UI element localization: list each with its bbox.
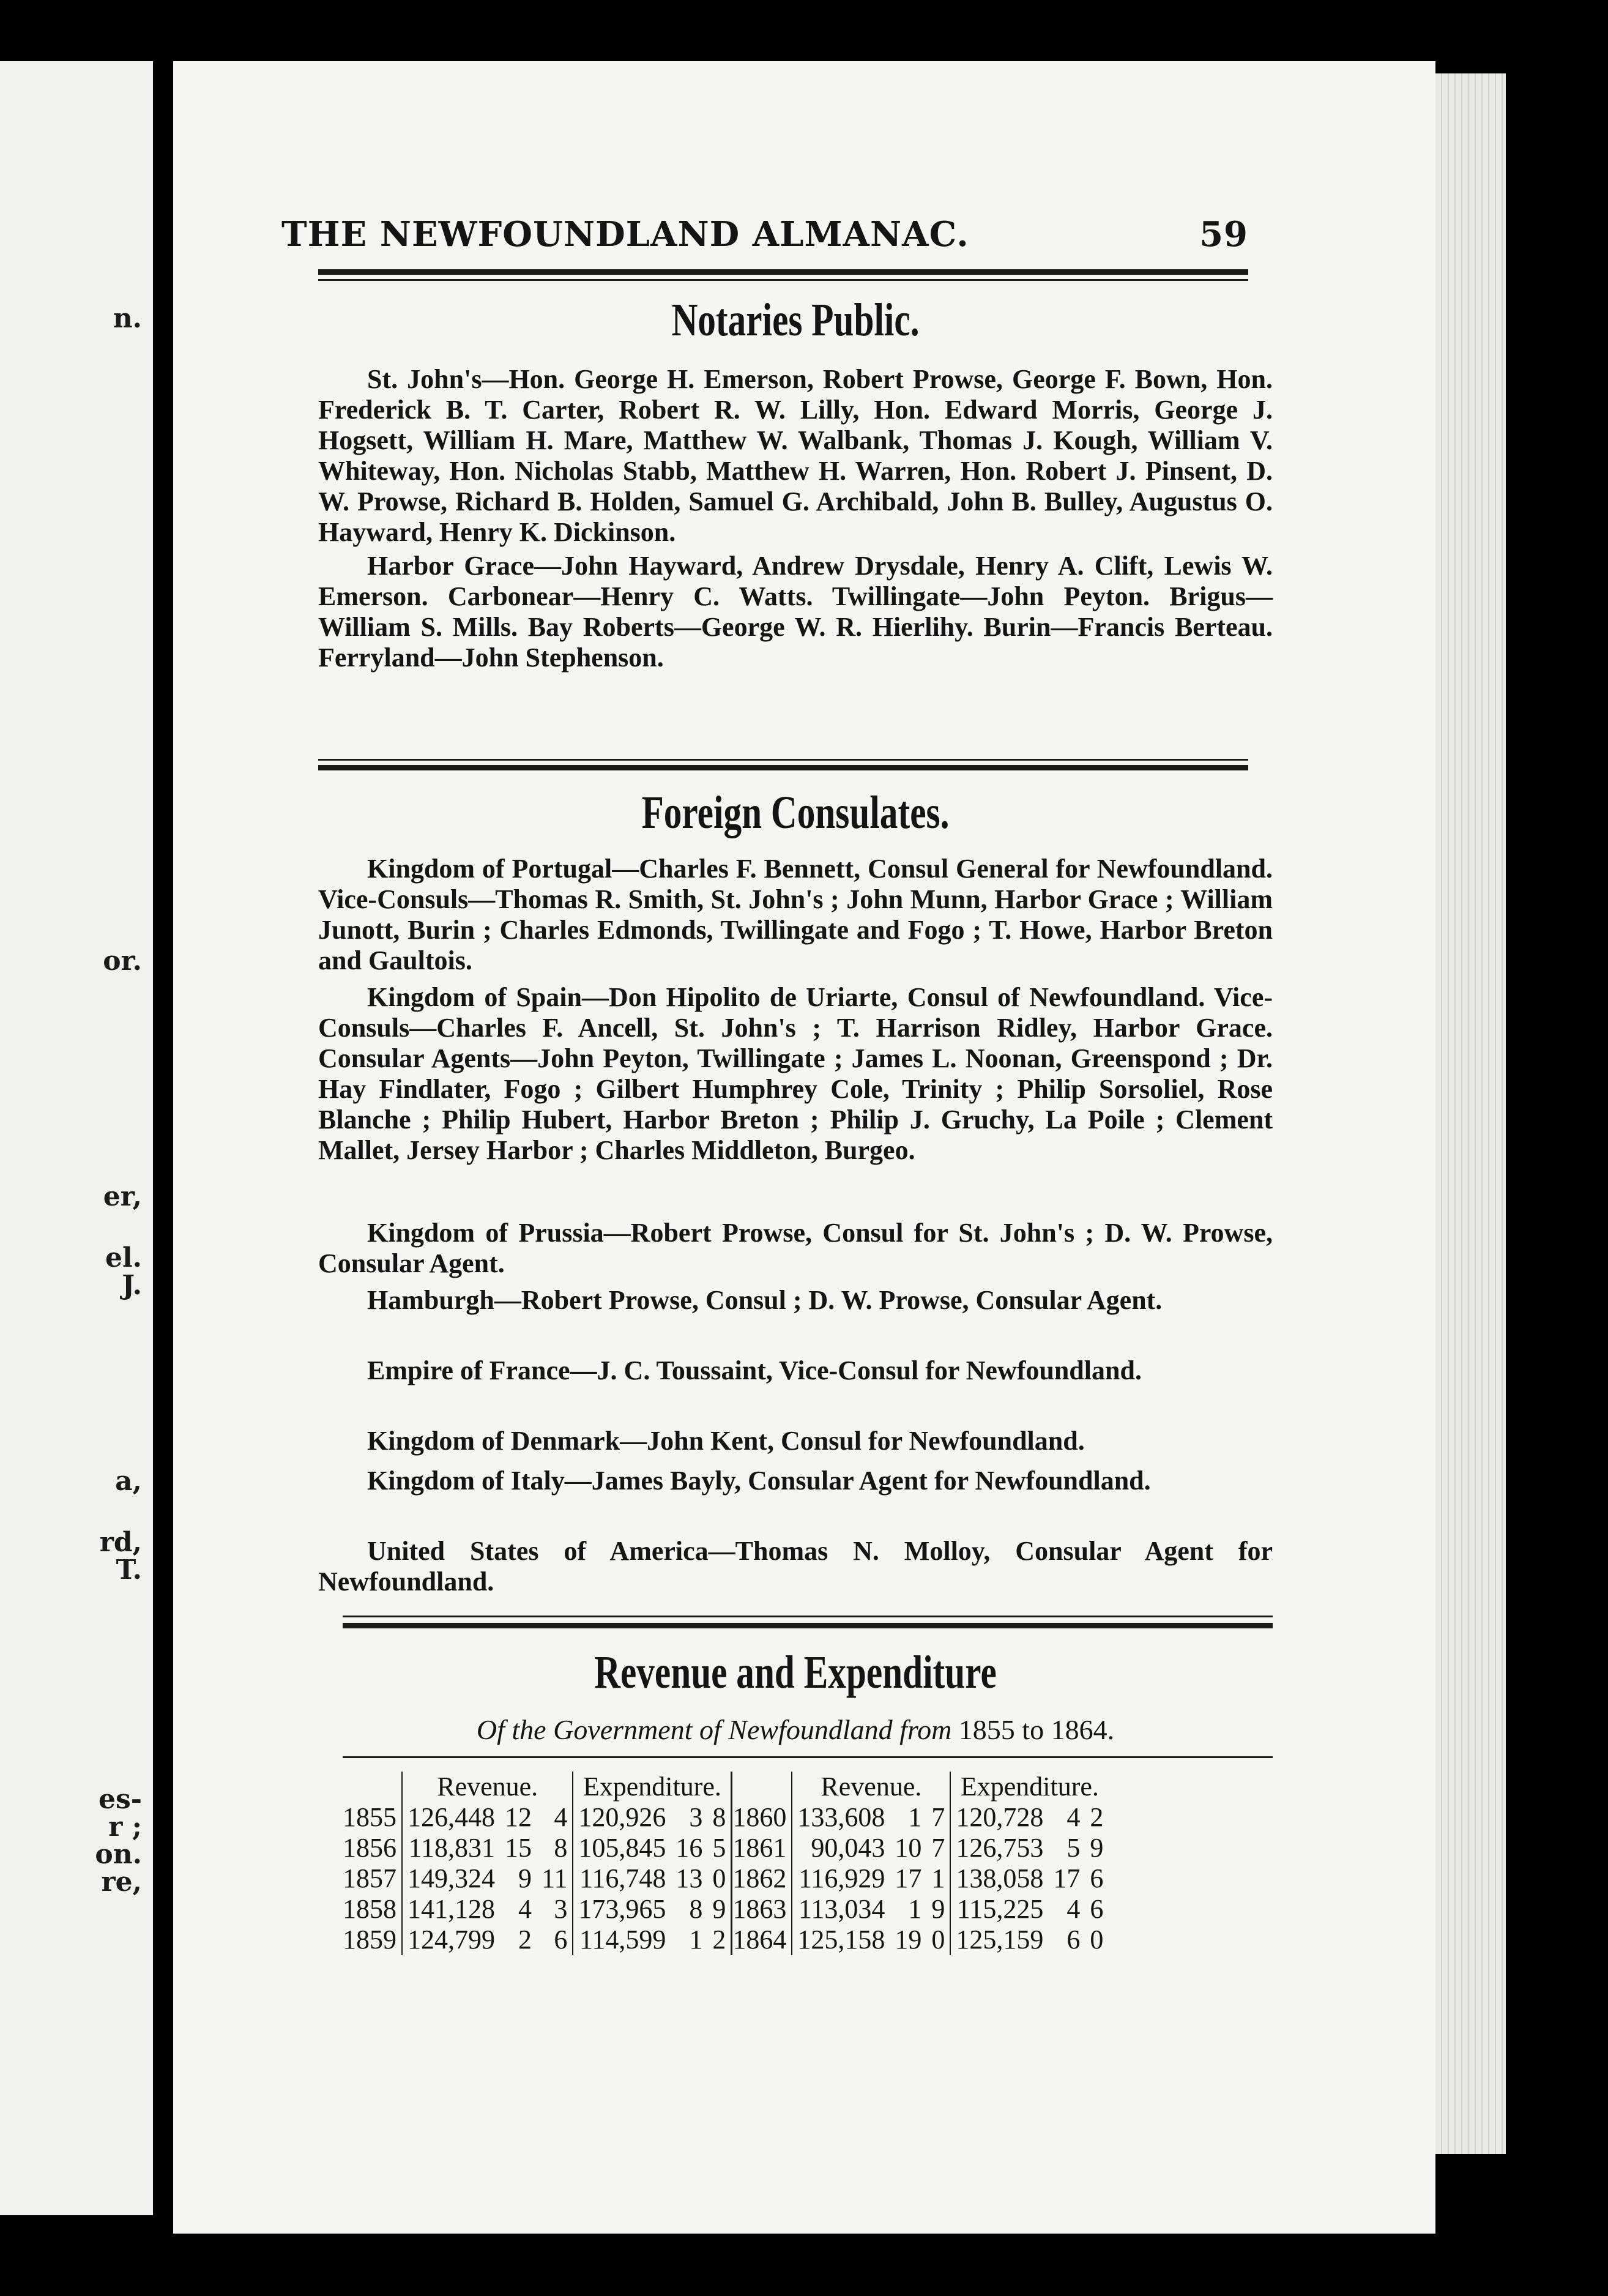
year-cell: 1861 xyxy=(732,1833,792,1863)
left-facing-page xyxy=(0,61,153,2215)
es-cell: 4 xyxy=(1066,1894,1081,1924)
table-row xyxy=(343,1863,1108,1894)
exp-cell: 126,753 xyxy=(950,1833,1048,1863)
exp-cell: 120,728 xyxy=(950,1802,1048,1833)
left-page-fragment: a, xyxy=(115,1466,142,1497)
consulate-france: Empire of France—J. C. Toussaint, Vice-Consul for Newfoundland. xyxy=(367,1355,1142,1385)
left-page-fragment: n. xyxy=(113,303,142,334)
rd-cell: 9 xyxy=(931,1894,945,1924)
col-revenue-right: Revenue. xyxy=(792,1772,950,1802)
header-rule-thin xyxy=(318,279,1248,281)
rs-cell: 4 xyxy=(518,1894,532,1924)
rev-cell: 113,034 xyxy=(792,1894,890,1925)
notaries-title: Notaries Public. xyxy=(671,294,920,346)
year-cell: 1862 xyxy=(732,1863,792,1894)
rd-cell: 11 xyxy=(542,1863,568,1893)
consulate-spain: Kingdom of Spain—Don Hipolito de Uriarte, Consul of Newfoundland. Vice-Consuls—Charles F. Ancell, St. John's ; T. Harrison Ridley, Harbor Grace. Consular Agents—John Peyton, Twillingate ; James L. Noonan, Greenspond ; Dr. Hay Findlater, Fogo ; Gilbert Humphrey Cole, Trinity ; Philip Sorsoliel, Rose Blanche ; Philip Hubert, Harbor Breton ; Philip J. Gruchy, La Poile ; Clement Mallet, Jersey Harbor ; Charles Middleton, Burgeo. xyxy=(318,982,1273,1165)
ed-cell: 9 xyxy=(1090,1833,1104,1863)
rd-cell: 0 xyxy=(931,1925,945,1955)
col-revenue-left: Revenue. xyxy=(402,1772,573,1802)
es-cell: 1 xyxy=(689,1925,703,1955)
ed-cell: 9 xyxy=(712,1894,726,1924)
consulate-usa: United States of America—Thomas N. Molloy, Consular Agent for Newfoundland. xyxy=(318,1536,1273,1597)
running-head-title: THE NEWFOUNDLAND ALMANAC. xyxy=(281,214,969,255)
ed-cell: 5 xyxy=(712,1833,726,1863)
rd-cell: 7 xyxy=(931,1802,945,1832)
table-row xyxy=(343,1894,1108,1925)
year-cell: 1858 xyxy=(343,1894,396,1924)
year-cell: 1857 xyxy=(343,1863,396,1893)
year-cell: 1859 xyxy=(343,1925,396,1955)
ed-cell: 0 xyxy=(712,1863,726,1893)
ed-cell: 6 xyxy=(1090,1894,1104,1924)
revenue-subtitle xyxy=(318,1713,1273,1746)
rev-cell: 149,324 xyxy=(402,1863,500,1894)
left-page-fragment: er, xyxy=(103,1181,142,1212)
notaries-rule-thin xyxy=(318,759,1248,761)
es-cell: 13 xyxy=(676,1863,703,1893)
consulate-denmark: Kingdom of Denmark—John Kent, Consul for Newfoundland. xyxy=(367,1426,1085,1456)
left-page-fragment: re, xyxy=(101,1866,142,1898)
rev-cell: 116,929 xyxy=(792,1863,890,1894)
exp-cell: 173,965 xyxy=(573,1894,671,1925)
rd-cell: 1 xyxy=(931,1863,945,1893)
rd-cell: 3 xyxy=(554,1894,568,1924)
header-rule xyxy=(318,269,1248,275)
es-cell: 6 xyxy=(1066,1925,1081,1955)
rs-cell: 1 xyxy=(908,1894,922,1924)
rs-cell: 12 xyxy=(505,1802,532,1832)
left-page-fragment: J. xyxy=(122,1270,142,1301)
consulate-hamburgh: Hamburgh—Robert Prowse, Consul ; D. W. Prowse, Consular Agent. xyxy=(367,1285,1163,1315)
left-page-fragment: es- xyxy=(98,1784,142,1815)
ed-cell: 0 xyxy=(1090,1925,1104,1955)
ed-cell: 6 xyxy=(1090,1863,1104,1893)
year-cell: 1864 xyxy=(732,1925,792,1955)
rd-cell: 8 xyxy=(554,1833,568,1863)
es-cell: 16 xyxy=(676,1833,703,1863)
revenue-rule xyxy=(343,1756,1273,1758)
exp-cell: 115,225 xyxy=(950,1894,1048,1925)
revenue-subtitle-years: 1855 to 1864. xyxy=(958,1714,1115,1745)
rev-cell: 124,799 xyxy=(402,1925,500,1955)
table-row xyxy=(343,1925,1108,1955)
ed-cell: 2 xyxy=(1090,1802,1104,1832)
rev-cell: 133,608 xyxy=(792,1802,890,1833)
year-cell: 1860 xyxy=(732,1802,792,1833)
table-row xyxy=(343,1802,1108,1833)
rs-cell: 19 xyxy=(895,1925,922,1955)
revenue-table xyxy=(343,1772,1108,1955)
left-page-fragment: or. xyxy=(103,945,142,977)
ed-cell: 2 xyxy=(712,1925,726,1955)
es-cell: 5 xyxy=(1066,1833,1081,1863)
exp-cell: 125,159 xyxy=(950,1925,1048,1955)
rs-cell: 2 xyxy=(518,1925,532,1955)
exp-cell: 114,599 xyxy=(573,1925,671,1955)
col-expenditure-left: Expenditure. xyxy=(573,1772,732,1802)
rs-cell: 17 xyxy=(895,1863,922,1893)
left-page-fragment: on. xyxy=(95,1839,142,1870)
col-expenditure-right: Expenditure. xyxy=(950,1772,1108,1802)
es-cell: 4 xyxy=(1066,1802,1081,1832)
rs-cell: 9 xyxy=(518,1863,532,1893)
left-page-fragment: rd, xyxy=(99,1527,142,1558)
rev-cell: 125,158 xyxy=(792,1925,890,1955)
consulate-italy: Kingdom of Italy—James Bayly, Consular Agent for Newfoundland. xyxy=(367,1466,1151,1496)
table-row xyxy=(343,1833,1108,1863)
page-edges xyxy=(1435,73,1506,2154)
exp-cell: 120,926 xyxy=(573,1802,671,1833)
rd-cell: 7 xyxy=(931,1833,945,1863)
consulates-title: Foreign Consulates. xyxy=(641,787,950,838)
rs-cell: 15 xyxy=(505,1833,532,1863)
consulates-rule-thin xyxy=(343,1616,1273,1617)
exp-cell: 138,058 xyxy=(950,1863,1048,1894)
consulates-rule xyxy=(343,1623,1273,1628)
consulate-portugal: Kingdom of Portugal—Charles F. Bennett, Consul General for Newfoundland. Vice-Consuls—Thomas R. Smith, St. John's ; John Munn, Harbor Grace ; William Junott, Burin ; Charles Edmonds, Twillingate and Fogo ; T. Howe, Harbor Breton and Gaultois. xyxy=(318,854,1273,975)
consulate-prussia: Kingdom of Prussia—Robert Prowse, Consul for St. John's ; D. W. Prowse, Consular Agent. xyxy=(318,1218,1273,1278)
revenue-subtitle-italic: Of the Government of Newfoundland from xyxy=(476,1714,952,1745)
rs-cell: 1 xyxy=(908,1802,922,1832)
year-cell: 1855 xyxy=(343,1802,396,1832)
notaries-outports: Harbor Grace—John Hayward, Andrew Drysdale, Henry A. Clift, Lewis W. Emerson. Carbonear—Henry C. Watts. Twillingate—John Peyton. Brigus—William S. Mills. Bay Roberts—George W. R. Hierlihy. Burin—Francis Berteau. Ferryland—John Stephenson. xyxy=(318,551,1273,673)
table-header-row xyxy=(343,1772,1108,1802)
revenue-title: Revenue and Expenditure xyxy=(594,1647,997,1698)
notaries-rule xyxy=(318,765,1248,770)
exp-cell: 116,748 xyxy=(573,1863,671,1894)
left-page-fragment: r ; xyxy=(108,1811,142,1843)
ed-cell: 8 xyxy=(712,1802,726,1832)
exp-cell: 105,845 xyxy=(573,1833,671,1863)
rd-cell: 4 xyxy=(554,1802,568,1832)
rd-cell: 6 xyxy=(554,1925,568,1955)
rs-cell: 10 xyxy=(895,1833,922,1863)
page-number: 59 xyxy=(1199,214,1248,255)
es-cell: 3 xyxy=(689,1802,703,1832)
notaries-stjohns: St. John's—Hon. George H. Emerson, Robert Prowse, George F. Bown, Hon. Frederick B. T. Carter, Robert R. W. Lilly, Hon. Edward Morris, George J. Hogsett, William H. Mare, Matthew W. Walbank, Thomas J. Kough, William V. Whiteway, Hon. Nicholas Stabb, Matthew H. Warren, Hon. Robert J. Pinsent, D. W. Prowse, Richard B. Holden, Samuel G. Archibald, John B. Bulley, Augustus O. Hayward, Henry K. Dickinson. xyxy=(318,364,1273,547)
rev-cell: 126,448 xyxy=(402,1802,500,1833)
es-cell: 8 xyxy=(689,1894,703,1924)
year-cell: 1856 xyxy=(343,1833,396,1863)
left-page-fragment: el. xyxy=(105,1242,142,1273)
running-head xyxy=(281,214,1248,255)
rev-cell: 141,128 xyxy=(402,1894,500,1925)
rev-cell: 90,043 xyxy=(792,1833,890,1863)
es-cell: 17 xyxy=(1053,1863,1081,1893)
rev-cell: 118,831 xyxy=(402,1833,500,1863)
year-cell: 1863 xyxy=(732,1894,792,1925)
left-page-fragment: T. xyxy=(116,1554,142,1586)
